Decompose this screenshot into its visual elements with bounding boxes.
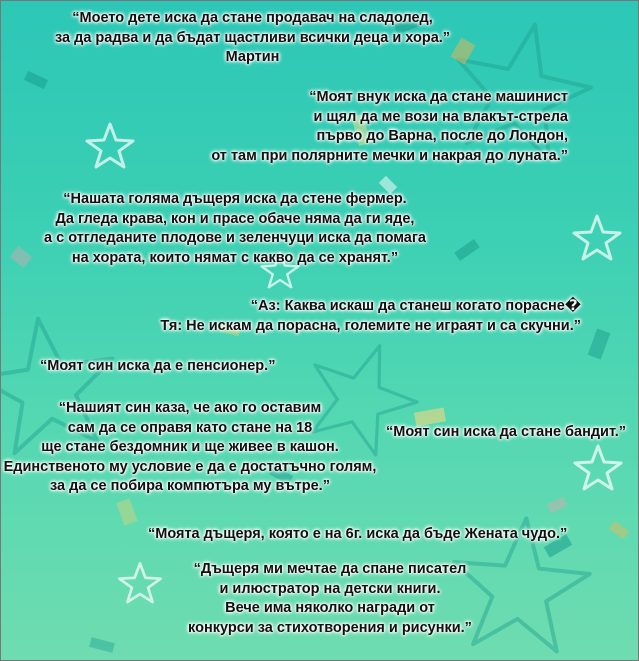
quote-8: [148, 525, 567, 545]
quote-line: за да радва и да бъдат щастливи всички деца и хора.”: [55, 29, 451, 46]
quote-6: [0, 399, 380, 497]
quote-3: [35, 190, 435, 268]
quote-line: “Моят син иска да е пенсионер.”: [40, 358, 276, 374]
quote-1: [55, 9, 450, 68]
star-outline-icon: [574, 216, 620, 259]
star-outline-icon: [87, 124, 133, 167]
quote-line: от там при полярните мечки и накрая до луната.”: [211, 147, 568, 164]
quote-line: и илюстратор на детски книги.: [219, 580, 441, 597]
quote-9: [180, 560, 480, 638]
quote-line: “Нашият син каза, че ако го оставим: [58, 400, 322, 416]
quote-line: конкурси за стихотворения и рисунки.”: [188, 619, 472, 636]
quote-line: а с отгледаните плодове и зеленчуци иска да помага: [44, 230, 426, 246]
quote-line: за да се побира компютъра му вътре.”: [50, 478, 330, 494]
quote-line: “Дъщеря ми мечтае да спане писател: [193, 561, 467, 577]
quote-line: първо до Варна, после до Лондон,: [316, 128, 568, 144]
quote-4: [145, 297, 581, 336]
quote-line: сам да се оправя като стане на 18: [67, 419, 313, 436]
quote-line: “Моето дете иска да стане продавач на сладолед,: [72, 10, 433, 26]
quote-line: Единственото му условие е да е достатъчно голям,: [3, 458, 377, 475]
quote-2: [190, 88, 568, 166]
quote-5: [40, 357, 275, 377]
quote-line: и щял да ме вози на влакът-стрела: [313, 108, 568, 125]
star-outline-icon: [575, 446, 621, 489]
quote-line: на хората, които нямат с какво да се хранят.”: [71, 249, 399, 266]
quote-line: Вече има няколко награди от: [225, 600, 435, 616]
quote-line: ще стане бездомник и ще живее в кашон.: [41, 439, 339, 455]
quote-line: Тя: Не искам да порасна, големите не играят и са скучни.”: [160, 317, 581, 334]
star-outline-icon: [119, 563, 160, 602]
quote-line: “Моят син иска да стане бандит.”: [386, 424, 627, 440]
quote-line: Да гледа крава, кон и прасе обаче няма да ги яде,: [55, 210, 415, 227]
quote-line: “Нашата голяма дъщеря иска да стене фермер.: [63, 191, 407, 207]
quote-line: “Аз: Каква искаш да станеш когато порасне�: [250, 298, 581, 314]
quote-7: [386, 423, 626, 443]
quote-author: Мартин: [225, 49, 280, 65]
quote-line: “Моят внук иска да стане машинист: [309, 89, 568, 105]
quote-line: “Моята дъщеря, която е на 6г. иска да бъде Жената чудо.”: [148, 526, 568, 542]
